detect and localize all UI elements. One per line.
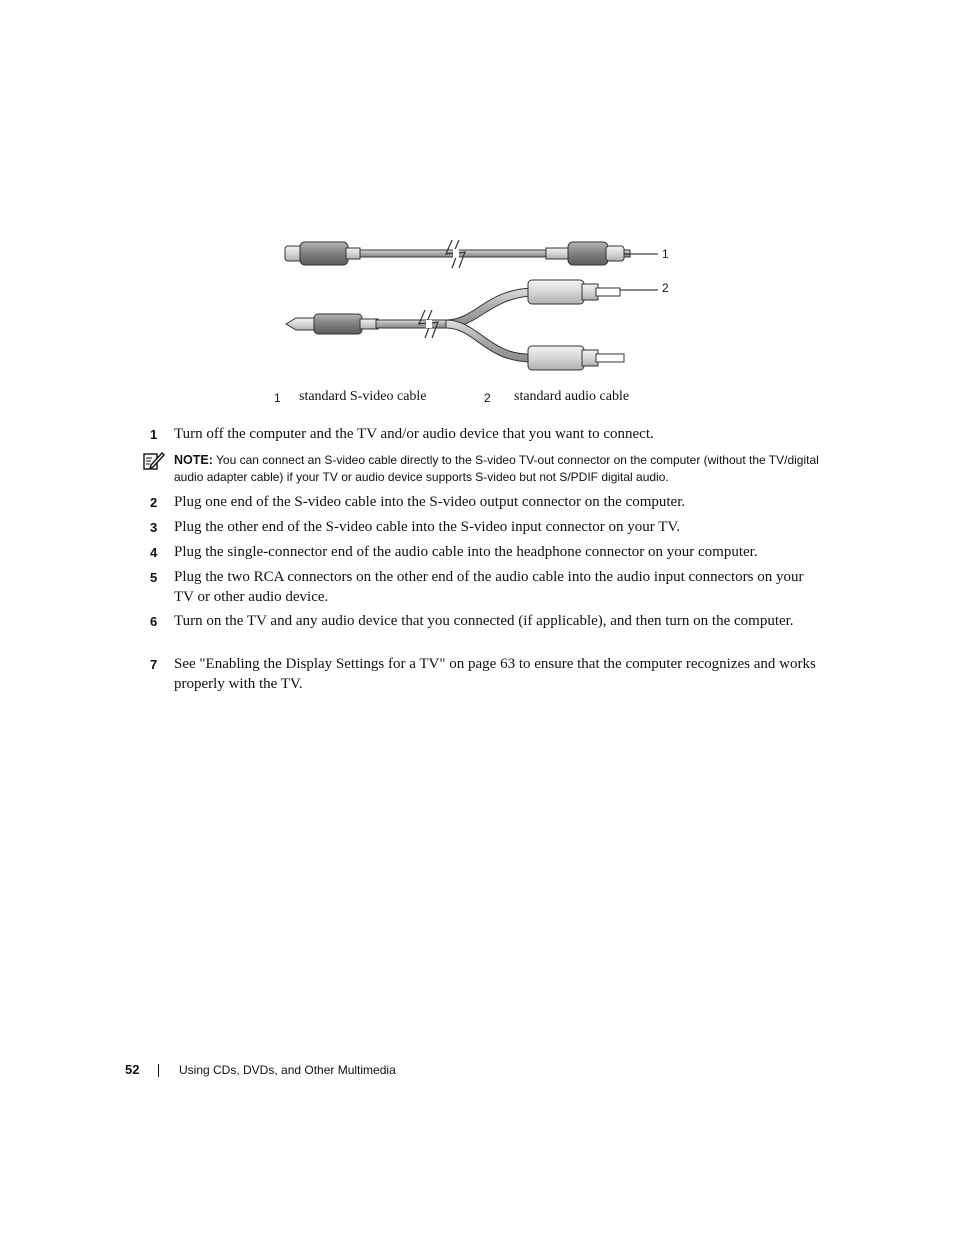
legend-num-2: 2 [484, 391, 491, 405]
legend-label-2: standard audio cable [514, 389, 630, 404]
step-number: 7 [150, 657, 158, 672]
legend-num-1: 1 [274, 391, 281, 405]
step-text: Plug the other end of the S-video cable into the S-video input connector on your TV. [174, 519, 681, 535]
s-video-cable [285, 240, 658, 268]
step-text: Plug the single-connector end of the audio cable into the headphone connector on your computer. [174, 544, 758, 560]
step-2 [150, 493, 820, 513]
step-4 [150, 543, 820, 563]
footer-title: Using CDs, DVDs, and Other Multimedia [179, 1063, 396, 1077]
cables-illustration [270, 228, 690, 378]
pencil-note-icon [143, 452, 165, 477]
step-text: Turn off the computer and the TV and/or audio device that you want to connect. [174, 426, 654, 442]
page-footer [125, 1062, 525, 1080]
step-text: Plug one end of the S-video cable into the S-video output connector on the computer. [174, 494, 686, 510]
audio-cable [286, 280, 658, 370]
step-text: Plug the two RCA connectors on the other end of the audio cable into the audio input connectors on your TV or other audio device. [174, 569, 804, 605]
note-block [143, 452, 823, 485]
step-5 [150, 568, 820, 607]
page-number: 52 [125, 1062, 140, 1077]
step-number: 6 [150, 614, 158, 629]
callout-2: 2 [662, 281, 669, 295]
note-label: NOTE: [174, 453, 213, 467]
callout-1: 1 [662, 247, 669, 261]
cables-drawing [270, 228, 690, 378]
step-1 [150, 425, 820, 445]
step-number: 2 [150, 495, 158, 510]
step-number: 5 [150, 570, 158, 585]
step-text: Turn on the TV and any audio device that you connected (if applicable), and then turn on the computer. [174, 613, 794, 629]
footer-divider [158, 1064, 159, 1077]
step-6 [150, 612, 820, 632]
step-3 [150, 518, 820, 538]
figure-legend [270, 389, 770, 409]
step-number: 4 [150, 545, 158, 560]
legend-label-1: standard S-video cable [299, 389, 427, 404]
note-text: You can connect an S-video cable directly to the S-video TV-out connector on the computer (without the TV/digital audio adapter cable) if your TV or audio device supports S-video but not S/PDIF digital audio. [174, 453, 819, 484]
step-number: 1 [150, 427, 158, 442]
step-7 [150, 655, 820, 694]
step-text: See "Enabling the Display Settings for a TV" on page 63 to ensure that the computer recognizes and works properly with the TV. [174, 656, 816, 692]
note-body [174, 452, 823, 485]
step-number: 3 [150, 520, 158, 535]
